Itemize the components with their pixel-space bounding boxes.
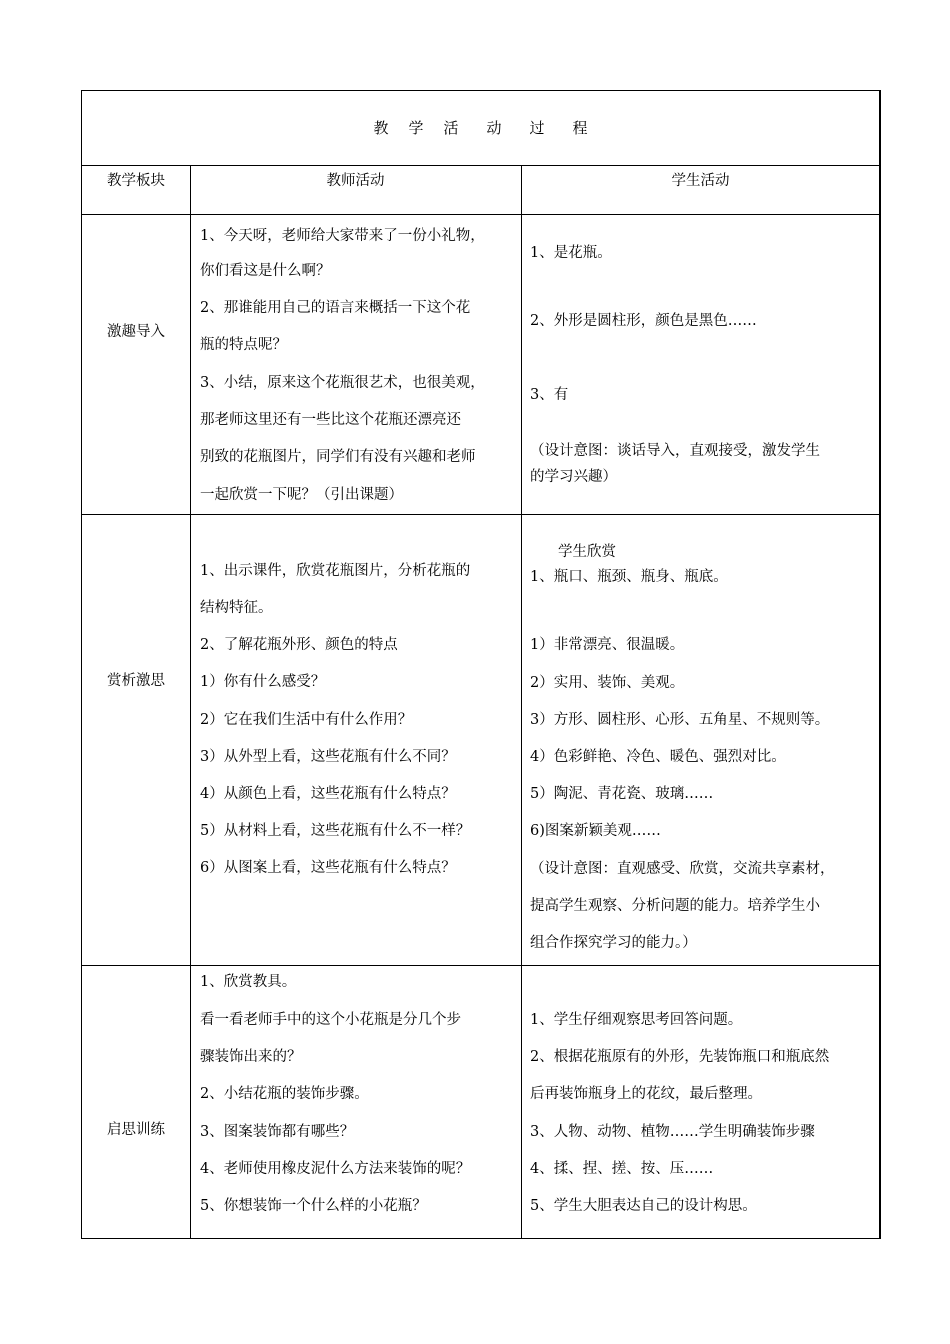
teacher-line: 2、那谁能用自己的语言来概括一下这个花 [200,300,471,316]
student-line: （设计意图：谈话导入，直观接受，激发学生 [530,443,820,459]
title-char: 程 [572,119,588,137]
student-line: 后再装饰瓶身上的花纹，最后整理。 [530,1086,762,1102]
student-line: 2）实用、装饰、美观。 [530,675,685,691]
teacher-line: 你们看这是什么啊？ [200,263,331,279]
column-divider [521,165,522,1238]
student-line: 4）色彩鲜艳、冷色、暖色、强烈对比。 [530,749,786,765]
teacher-line: 3）从外型上看，这些花瓶有什么不同？ [200,749,456,765]
student-line: 组合作探究学习的能力。） [530,935,697,951]
teacher-line: 4）从颜色上看，这些花瓶有什么特点？ [200,786,456,802]
header-teaching-block: 教学板块 [107,173,165,189]
student-line: 3、人物、动物、植物……学生明确装饰步骤 [530,1124,815,1140]
teacher-line: 一起欣赏一下呢？（引出课题） [200,487,403,503]
teacher-line: 3、小结，原来这个花瓶很艺术，也很美观， [200,375,485,391]
student-line: 1、瓶口、瓶颈、瓶身、瓶底。 [530,569,728,585]
header-student-activity: 学生活动 [671,173,730,189]
teacher-line: 瓶的特点呢？ [200,337,287,353]
student-line: 1、是花瓶。 [530,245,612,261]
header-teacher-activity: 教师活动 [326,173,385,189]
teacher-line: 5、你想装饰一个什么样的小花瓶？ [200,1198,427,1214]
row-divider [82,965,879,966]
student-line: （设计意图：直观感受、欣赏，交流共享素材， [530,861,835,877]
teacher-line: 2、了解花瓶外形、颜色的特点 [200,637,398,653]
student-line: 3、有 [530,387,569,403]
student-line: 5、学生大胆表达自己的设计构思。 [530,1198,757,1214]
teacher-line: 5）从材料上看，这些花瓶有什么不一样？ [200,823,471,839]
teacher-line: 1、欣赏教具。 [200,974,297,990]
teacher-line: 1、出示课件，欣赏花瓶图片，分析花瓶的 [200,563,471,579]
teacher-line: 看一看老师手中的这个小花瓶是分几个步 [200,1012,461,1028]
student-line: 的学习兴趣） [530,469,617,485]
teacher-line: 别致的花瓶图片，同学们有没有兴趣和老师 [200,449,476,465]
title-char: 动 [486,119,502,137]
teacher-line: 那老师这里还有一些比这个花瓶还漂亮还 [200,412,461,428]
teacher-line: 1）你有什么感受？ [200,674,326,690]
block-label-appreciation: 赏析激思 [107,673,165,689]
title-char: 过 [529,119,545,137]
teacher-line: 2、小结花瓶的装饰步骤。 [200,1086,369,1102]
row-divider [82,514,879,515]
teacher-line: 3、图案装饰都有哪些？ [200,1124,355,1140]
student-line: 2、外形是圆柱形，颜色是黑色…… [530,313,757,329]
student-line: 3）方形、圆柱形、心形、五角星、不规则等。 [530,712,830,728]
block-label-training: 启思训练 [107,1122,165,1138]
student-line: 4、揉、捏、搓、按、压…… [530,1161,714,1177]
teacher-line: 1、今天呀，老师给大家带来了一份小礼物， [200,228,485,244]
row-divider [82,214,879,215]
student-line: 提高学生观察、分析问题的能力。培养学生小 [530,898,820,914]
title-char: 学 [408,119,424,137]
teacher-line: 骤装饰出来的？ [200,1049,302,1065]
teacher-line: 2）它在我们生活中有什么作用？ [200,712,413,728]
student-line: 1）非常漂亮、很温暖。 [530,637,685,653]
teacher-line: 4、老师使用橡皮泥什么方法来装饰的呢？ [200,1161,471,1177]
table-title [82,117,879,138]
title-char: 教 [373,119,389,137]
row-divider [82,165,879,166]
column-divider [190,165,191,1238]
teacher-line: 6）从图案上看，这些花瓶有什么特点？ [200,860,456,876]
lesson-process-table [81,90,881,1239]
student-line: 6)图案新颖美观…… [530,823,661,839]
teacher-line: 结构特征。 [200,600,273,616]
student-line: 5）陶泥、青花瓷、玻璃…… [530,786,714,802]
student-line: 学生欣赏 [558,544,616,560]
block-label-intro: 激趣导入 [107,324,165,340]
student-line: 2、根据花瓶原有的外形，先装饰瓶口和瓶底然 [530,1049,830,1065]
title-char: 活 [443,119,459,137]
student-line: 1、学生仔细观察思考回答问题。 [530,1012,743,1028]
